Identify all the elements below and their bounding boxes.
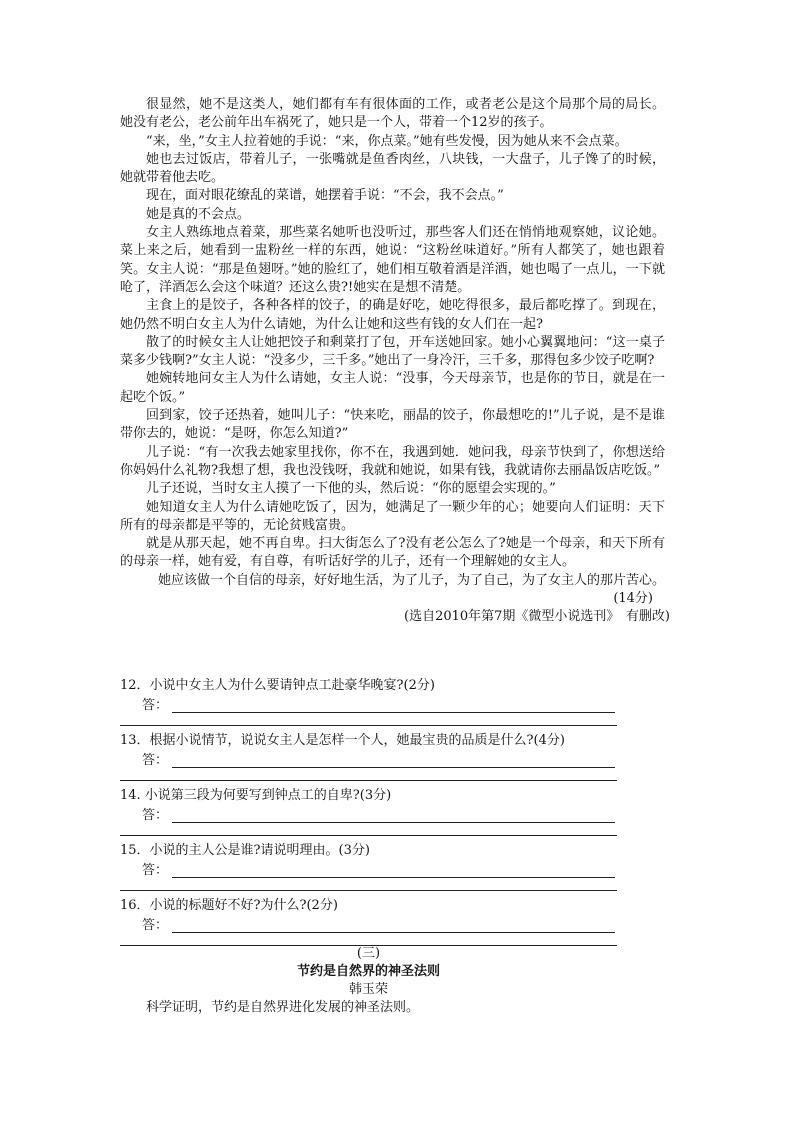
answer-line[interactable] [172,755,615,768]
question-item [120,842,620,897]
answer-label: 答： [142,808,169,823]
section-first-line: 科学证明，节约是自然界进化发展的神圣法则。 [146,1000,420,1015]
story-paragraph: 女主人熟练地点着菜，那些菜名她听也没听过，那些客人们还在悄悄地观察她，议论她。菜上来之后，她看到一盅粉丝一样的东西，她说：“这粉丝味道好。”所有人都笑了，她也跟着笑。女主人说：“那是鱼翅呀。”她的脸红了，她们相互敬着酒是洋酒，她也喝了一点儿，一下就呛了，洋酒怎么会这个味道？还这么贵?!她实在是想不清楚。 [120,225,665,295]
section-title: 节约是自然界的神圣法则 [296,964,440,979]
story-paragraph: 回到家，饺子还热着，她叫儿子：“快来吃，丽晶的饺子，你最想吃的!”儿子说，是不是谁带你去的，她说：“是呀，你怎么知道?” [120,408,665,442]
question-list [120,677,620,952]
story-paragraph: 她婉转地问女主人为什么请她，女主人说：“没事，今天母亲节，也是你的节日，就是在一起吃个饭。” [120,371,665,405]
answer-line-extra[interactable] [120,878,617,891]
question-text: 12．小说中女主人为什么要请钟点工赴豪华晚宴?(2分) [120,678,435,693]
story-paragraph: 儿子说：“有一次我去她家里找你，你不在，我遇到她．她问我，母亲节快到了，你想送给你妈妈什么礼物?我想了想，我也没钱呀，我就和她说，如果有钱，我就请你去丽晶饭店吃饭。” [120,444,665,478]
story-paragraph: 她应该做一个自信的母亲，好好地生活，为了儿子，为了自己，为了女主人的那片苦心。 [158,572,666,588]
story-text [120,96,670,627]
story-paragraph: 散了的时候女主人让她把饺子和剩菜打了包，开车送她回家。她小心翼翼地问：“这一桌子菜多少钱啊?”女主人说：“没多少，三千多。”她出了一身冷汗，三千多，那得包多少饺子吃啊? [120,334,665,369]
question-item [120,677,620,732]
story-paragraph: 她也去过饭店，带着儿子，一张嘴就是鱼香肉丝，八块钱，一大盘子，儿子馋了的时候，她就带着他去吃。 [120,151,665,186]
section-number: (三) [356,946,381,961]
story-paragraph: 很显然，她不是这类人，她们都有车有很体面的工作，或者老公是这个局那个局的局长。她没有老公，老公前年出车祸死了，她只是一个人，带着一个12岁的孩子。 [120,97,665,131]
question-text: 15．小说的主人公是谁?请说明理由。(3分) [120,843,370,858]
answer-label: 答： [142,863,169,878]
answer-label: 答： [142,918,169,933]
answer-row [142,860,620,878]
answer-label: 答： [142,698,169,713]
answer-row [142,915,620,933]
source-citation: (选自2010年第7期《微型小说选刊》 有删改) [404,609,670,625]
story-paragraph: 儿子还说，当时女主人摸了一下他的头，然后说：“你的愿望会实现的。” [146,481,556,497]
question-text: 14. 小说第三段为何要写到钟点工的自卑?(3分) [120,788,392,803]
question-item [120,732,620,787]
question-text: 16．小说的标题好不好?为什么?(2分) [120,898,338,913]
question-item [120,787,620,842]
answer-row [142,805,620,823]
answer-line[interactable] [172,920,615,933]
next-section [120,945,617,1017]
answer-line[interactable] [172,865,615,878]
question-item [120,897,620,952]
answer-line-extra[interactable] [120,768,617,781]
answer-row [142,695,620,713]
story-paragraph: “来，坐，”女主人拉着她的手说：“来，你点菜。”她有些发慢，因为她从来不会点菜。 [146,133,628,149]
answer-line[interactable] [172,700,615,713]
answer-line-extra[interactable] [120,713,617,726]
score-note: (14分) [613,591,653,607]
story-paragraph: 就是从那天起，她不再自卑。扫大街怎么了?没有老公怎么了?她是一个母亲，和天下所有的母亲一样，她有爱，有自尊，有听话好学的儿子，还有一个理解她的女主人。 [120,536,665,570]
answer-row [142,750,620,768]
question-text: 13．根据小说情节，说说女主人是怎样一个人，她最宝贵的品质是什么?(4分) [120,733,565,748]
story-paragraph: 现在，面对眼花缭乱的菜谱，她摆着手说：“不会，我不会点。” [146,188,504,204]
section-author: 韩玉荣 [348,982,388,997]
answer-line-extra[interactable] [120,823,617,836]
answer-label: 答： [142,753,169,768]
story-paragraph: 主食上的是饺子，各种各样的饺子，的确是好吃，她吃得很多，最后都吃撑了。到现在，她仍然不明白女主人为什么请她，为什么让她和这些有钱的女人们在一起? [120,298,665,332]
story-paragraph: 她是真的不会点。 [146,206,251,222]
answer-line[interactable] [172,810,615,823]
story-paragraph: 她知道女主人为什么请她吃饭了，因为，她满足了一颗少年的心；她要向人们证明：天下所有的母亲都是平等的，无论贫贱富贵。 [120,499,665,533]
